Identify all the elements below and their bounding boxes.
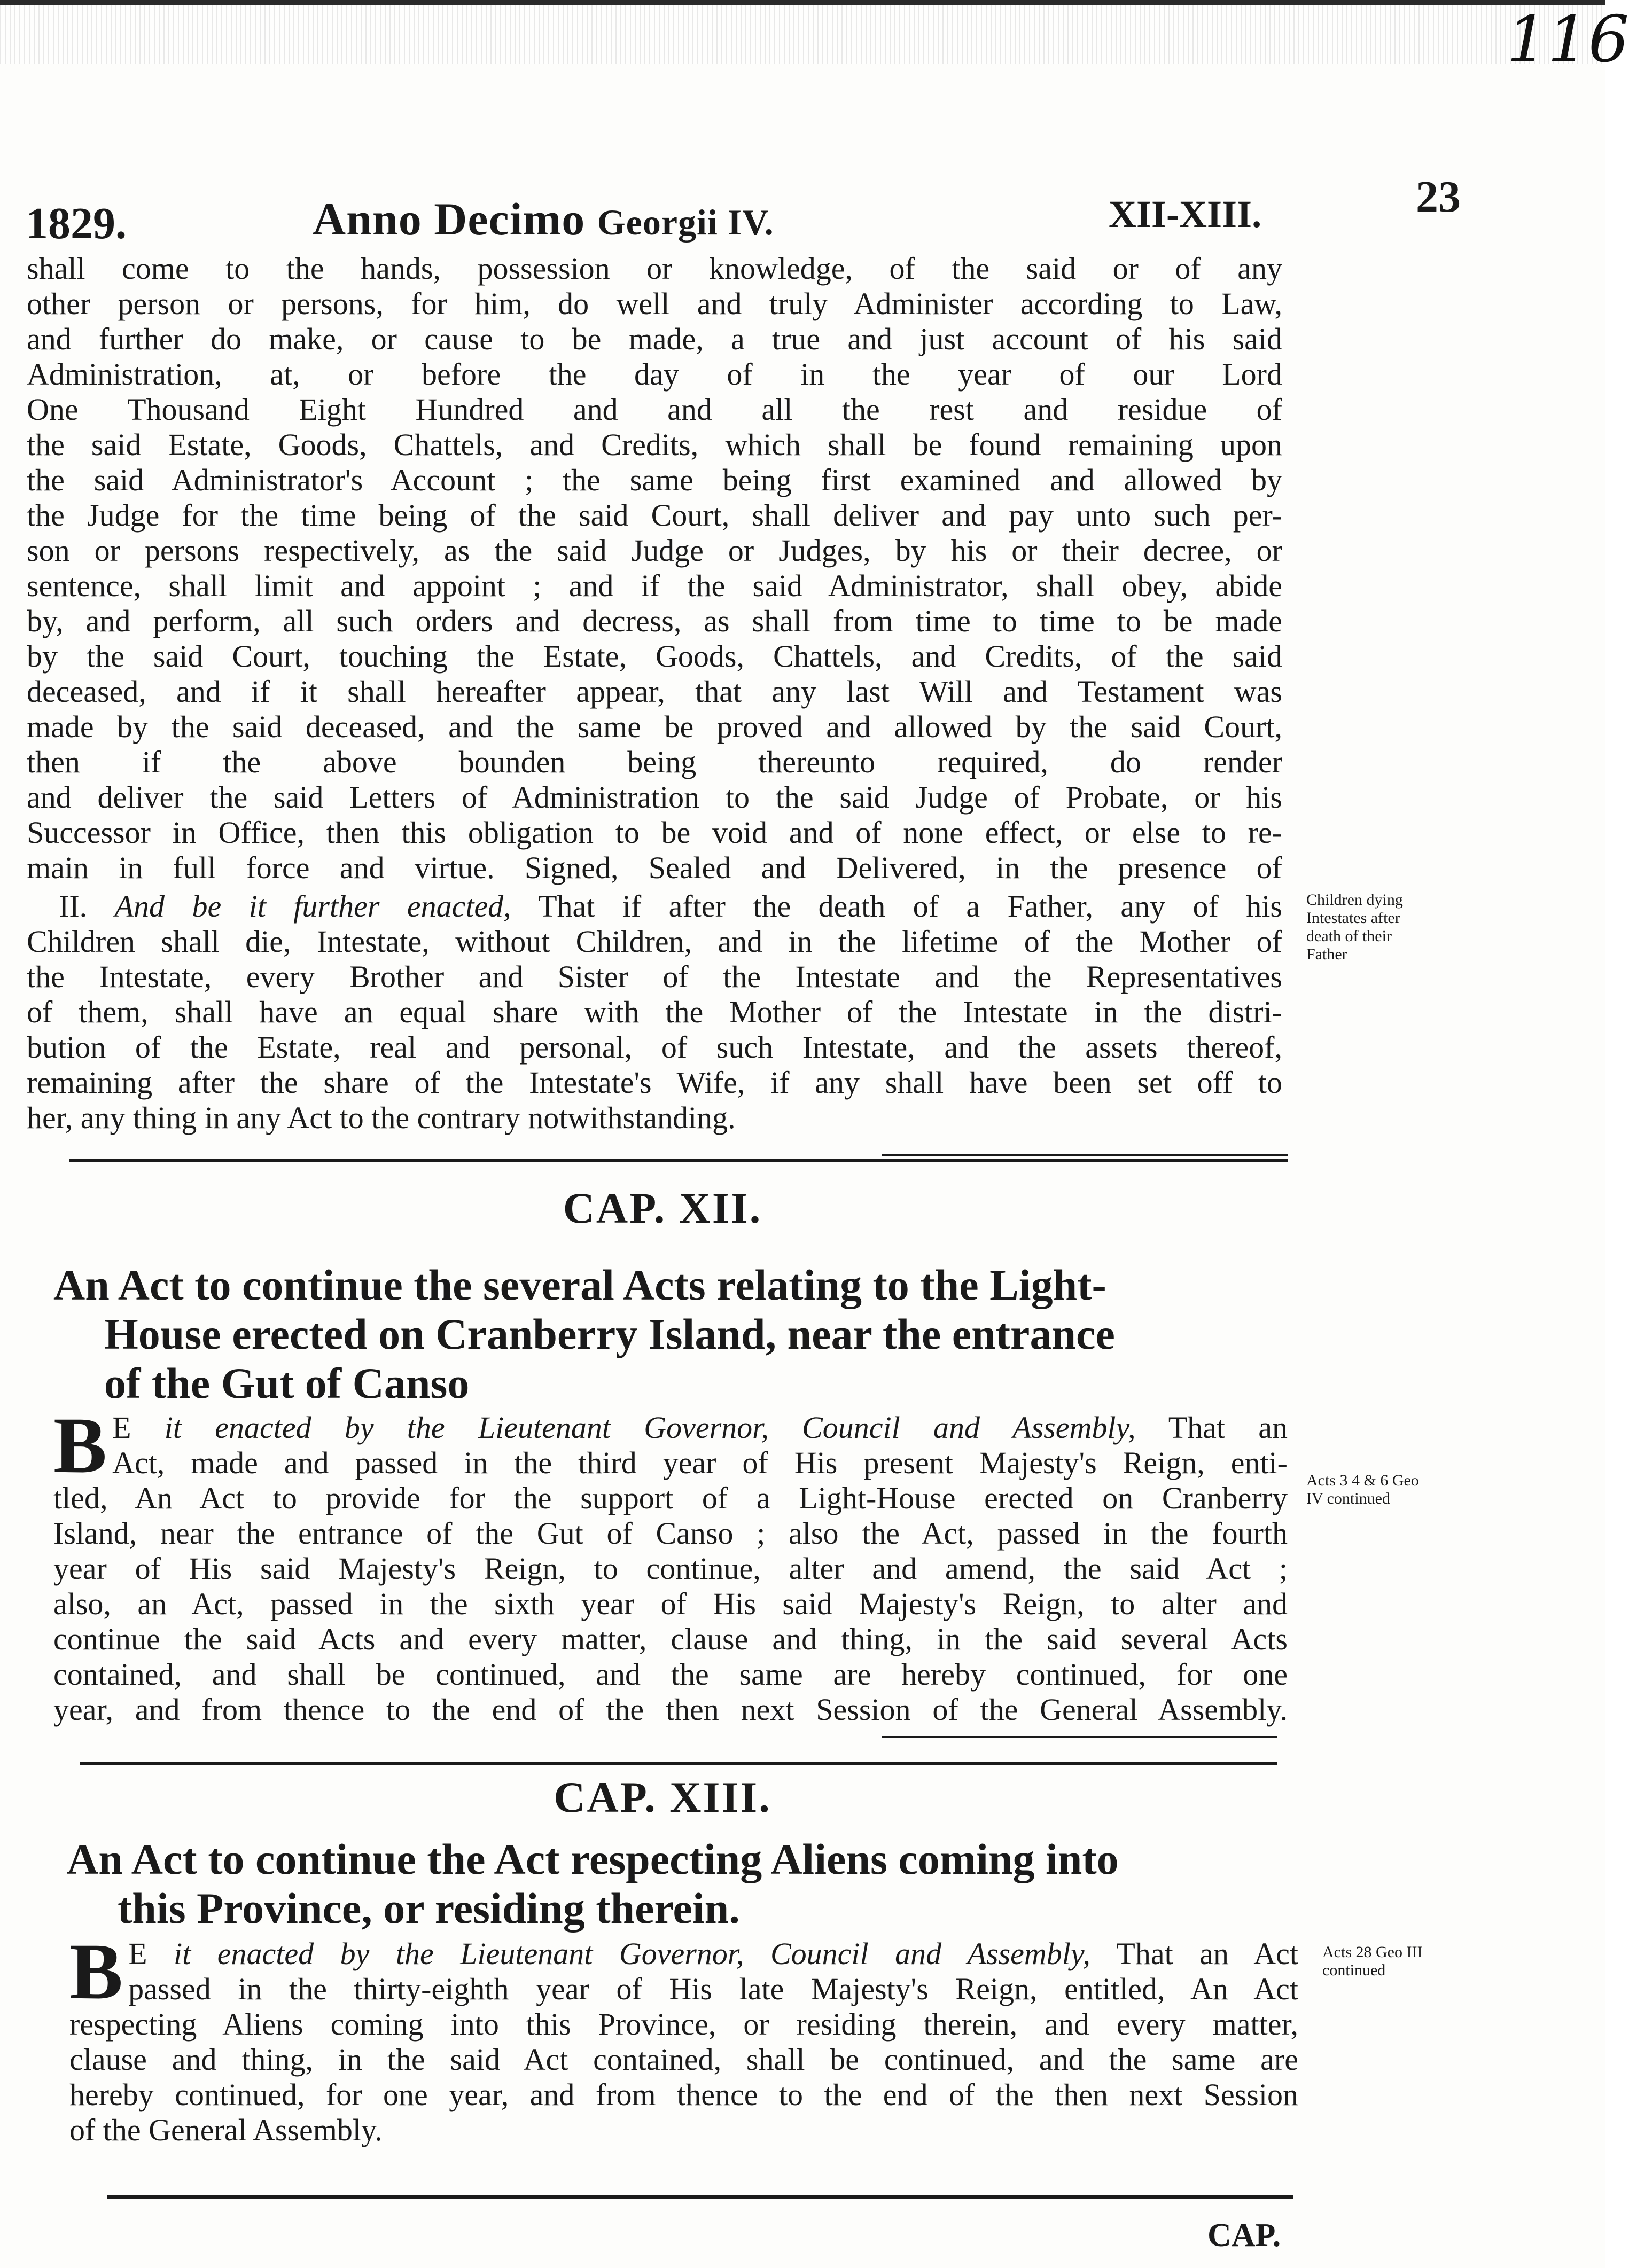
- page-number: 23: [1416, 172, 1461, 222]
- text-line: shall come to the hands, possession or knowledge, of the said or of any: [27, 251, 1282, 286]
- margin-note-acts-3-4-6: [1306, 1472, 1509, 1508]
- first-letter-rest: E: [112, 1410, 131, 1445]
- text-line: and deliver the said Letters of Administration to the said Judge of Probate, or his: [27, 780, 1282, 815]
- text-line: tled, An Act to provide for the support of a Light-House erected on Cranberry: [53, 1481, 1288, 1515]
- text-line: Successor in Office, then this obligation to be void and of none effect, or else to re-: [27, 815, 1282, 850]
- margin-note-children-dying: [1306, 891, 1509, 964]
- running-head-reign: Georgii IV.: [597, 202, 774, 243]
- text-line: other person or persons, for him, do well and truly Administer according to Law,: [27, 286, 1282, 321]
- margin-note-line: Children dying: [1306, 891, 1403, 909]
- text-line: the said Administrator's Account ; the same being first examined and allowed by: [27, 463, 1282, 497]
- text-line: also, an Act, passed in the sixth year of His said Majesty's Reign, to alter and: [53, 1586, 1288, 1621]
- cap-xii-heading: CAP. XII.: [563, 1184, 762, 1232]
- text-line: the said Estate, Goods, Chattels, and Credits, which shall be found remaining upon: [27, 427, 1282, 462]
- first-line-end: That an Act: [1116, 1936, 1299, 1971]
- text-line: Act, made and passed in the third year of His present Majesty's Reign, enti-: [112, 1445, 1288, 1480]
- text-line: remaining after the share of the Intestate's Wife, if any shall have been set off to: [27, 1065, 1282, 1100]
- act-title-line: this Province, or residing therein.: [118, 1884, 740, 1933]
- enacting-clause: And be it further enacted,: [114, 889, 511, 924]
- margin-note-line: Acts 28 Geo III: [1322, 1943, 1423, 1961]
- text-line: the Intestate, every Brother and Sister of the Intestate and the Representatives: [27, 959, 1282, 994]
- act-title-line: An Act to continue the several Acts relating to the Light-: [53, 1261, 1106, 1309]
- scan-top-edge: [0, 0, 1605, 5]
- cap-xii-title: [53, 1261, 1282, 1408]
- act-title-line: of the Gut of Canso: [104, 1359, 470, 1407]
- text-line: deceased, and if it shall hereafter appear, that any last Will and Testament was: [27, 674, 1282, 709]
- text-line: and further do make, or cause to be made, a true and just account of his said: [27, 322, 1282, 356]
- text-line: her, any thing in any Act to the contrary notwithstanding.: [27, 1100, 736, 1135]
- margin-note-line: Intestates after: [1306, 909, 1400, 927]
- text-line: then if the above bounden being thereunto required, do render: [27, 745, 1282, 779]
- handwritten-folio-number: 116: [1507, 3, 1629, 77]
- text-line: son or persons respectively, as the said Judge or Judges, by his or their decree, or: [27, 533, 1282, 568]
- catchword: CAP.: [1207, 2217, 1281, 2254]
- text-line: year, and from thence to the end of the then next Session of the General Assembly.: [53, 1692, 1288, 1727]
- first-line-end: That an: [1168, 1410, 1288, 1445]
- section-rule-accent: [882, 1154, 1288, 1156]
- text-line: Children shall die, Intestate, without Children, and in the lifetime of the Mother of: [27, 924, 1282, 959]
- margin-note-line: IV continued: [1306, 1490, 1390, 1507]
- section-ii-first-line-rest: That if after the death of a Father, any of his: [538, 889, 1282, 924]
- cap-xiii-heading: CAP. XIII.: [554, 1773, 771, 1821]
- drop-cap: B: [53, 1401, 107, 1490]
- first-letter-rest: E: [128, 1936, 147, 1971]
- text-line: respecting Aliens coming into this Province, or residing therein, and every matter,: [69, 2007, 1298, 2042]
- text-line: of the General Assembly.: [69, 2113, 383, 2147]
- text-line: Island, near the entrance of the Gut of Canso ; also the Act, passed in the fourth: [53, 1516, 1288, 1551]
- enacting-clause: it enacted by the Lieutenant Governor, Council and Assembly,: [164, 1410, 1136, 1445]
- margin-note-line: continued: [1322, 1961, 1386, 1979]
- text-line: passed in the thirty-eighth year of His late Majesty's Reign, entitled, An Act: [128, 1972, 1298, 2006]
- cap-xii-first-line: [53, 1410, 1288, 1445]
- cap-xii-body: [53, 1401, 1288, 1727]
- drop-cap: B: [69, 1927, 123, 2016]
- text-line: by, and perform, all such orders and decress, as shall from time to time to be made: [27, 604, 1282, 638]
- text-line: bution of the Estate, real and personal, of such Intestate, and the assets thereof,: [27, 1030, 1282, 1065]
- section-ii-first-line: [27, 889, 1282, 924]
- cap-xiii-first-line: [69, 1936, 1298, 1972]
- act-title-line: House erected on Cranberry Island, near the entrance: [104, 1310, 1115, 1358]
- section-numeral: II.: [59, 889, 88, 924]
- text-line: by the said Court, touching the Estate, Goods, Chattels, and Credits, of the said: [27, 639, 1282, 674]
- bottom-rule: [107, 2195, 1293, 2199]
- text-line: year of His said Majesty's Reign, to continue, alter and amend, the said Act ;: [53, 1551, 1288, 1586]
- running-head-chapters: XII-XIII.: [1109, 193, 1262, 236]
- margin-note-line: Acts 3 4 & 6 Geo: [1306, 1472, 1419, 1489]
- section-rule: [69, 1159, 1288, 1162]
- text-line: the Judge for the time being of the said Court, shall deliver and pay unto such per-: [27, 498, 1282, 533]
- text-line: Administration, at, or before the day of in the year of our Lord: [27, 357, 1282, 392]
- continued-bond-text: [27, 251, 1282, 886]
- margin-note-line: Father: [1306, 945, 1347, 963]
- enacting-clause: it enacted by the Lieutenant Governor, Council and Assembly,: [174, 1936, 1090, 1971]
- text-line: of them, shall have an equal share with the Mother of the Intestate in the distri-: [27, 995, 1282, 1029]
- running-head-title: [313, 192, 774, 246]
- running-head-year: 1829.: [26, 199, 127, 248]
- text-line: clause and thing, in the said Act contained, shall be continued, and the same are: [69, 2042, 1298, 2077]
- text-line: continue the said Acts and every matter, clause and thing, in the said several Acts: [53, 1622, 1288, 1656]
- text-line: One Thousand Eight Hundred and and all the rest and residue of: [27, 392, 1282, 427]
- section-ii: [27, 889, 1282, 1136]
- running-head-anno: Anno Decimo: [313, 193, 586, 245]
- text-line: hereby continued, for one year, and from thence to the end of the then next Session: [69, 2077, 1298, 2112]
- margin-note-acts-28: [1322, 1943, 1525, 1980]
- act-title-line: An Act to continue the Act respecting Aliens coming into: [67, 1835, 1119, 1883]
- cap-xiii-title: [67, 1835, 1296, 1933]
- text-line: contained, and shall be continued, and the same are hereby continued, for one: [53, 1657, 1288, 1692]
- text-line: made by the said deceased, and the same be proved and allowed by the said Court,: [27, 709, 1282, 744]
- margin-note-line: death of their: [1306, 927, 1392, 945]
- scan-noise-strip: [0, 0, 1605, 64]
- text-line: sentence, shall limit and appoint ; and if the said Administrator, shall obey, abide: [27, 568, 1282, 603]
- cap-xiii-body: [69, 1927, 1299, 2148]
- text-line: main in full force and virtue. Signed, Sealed and Delivered, in the presence of: [27, 850, 1282, 885]
- section-rule-accent: [882, 1736, 1277, 1738]
- section-rule: [80, 1762, 1277, 1765]
